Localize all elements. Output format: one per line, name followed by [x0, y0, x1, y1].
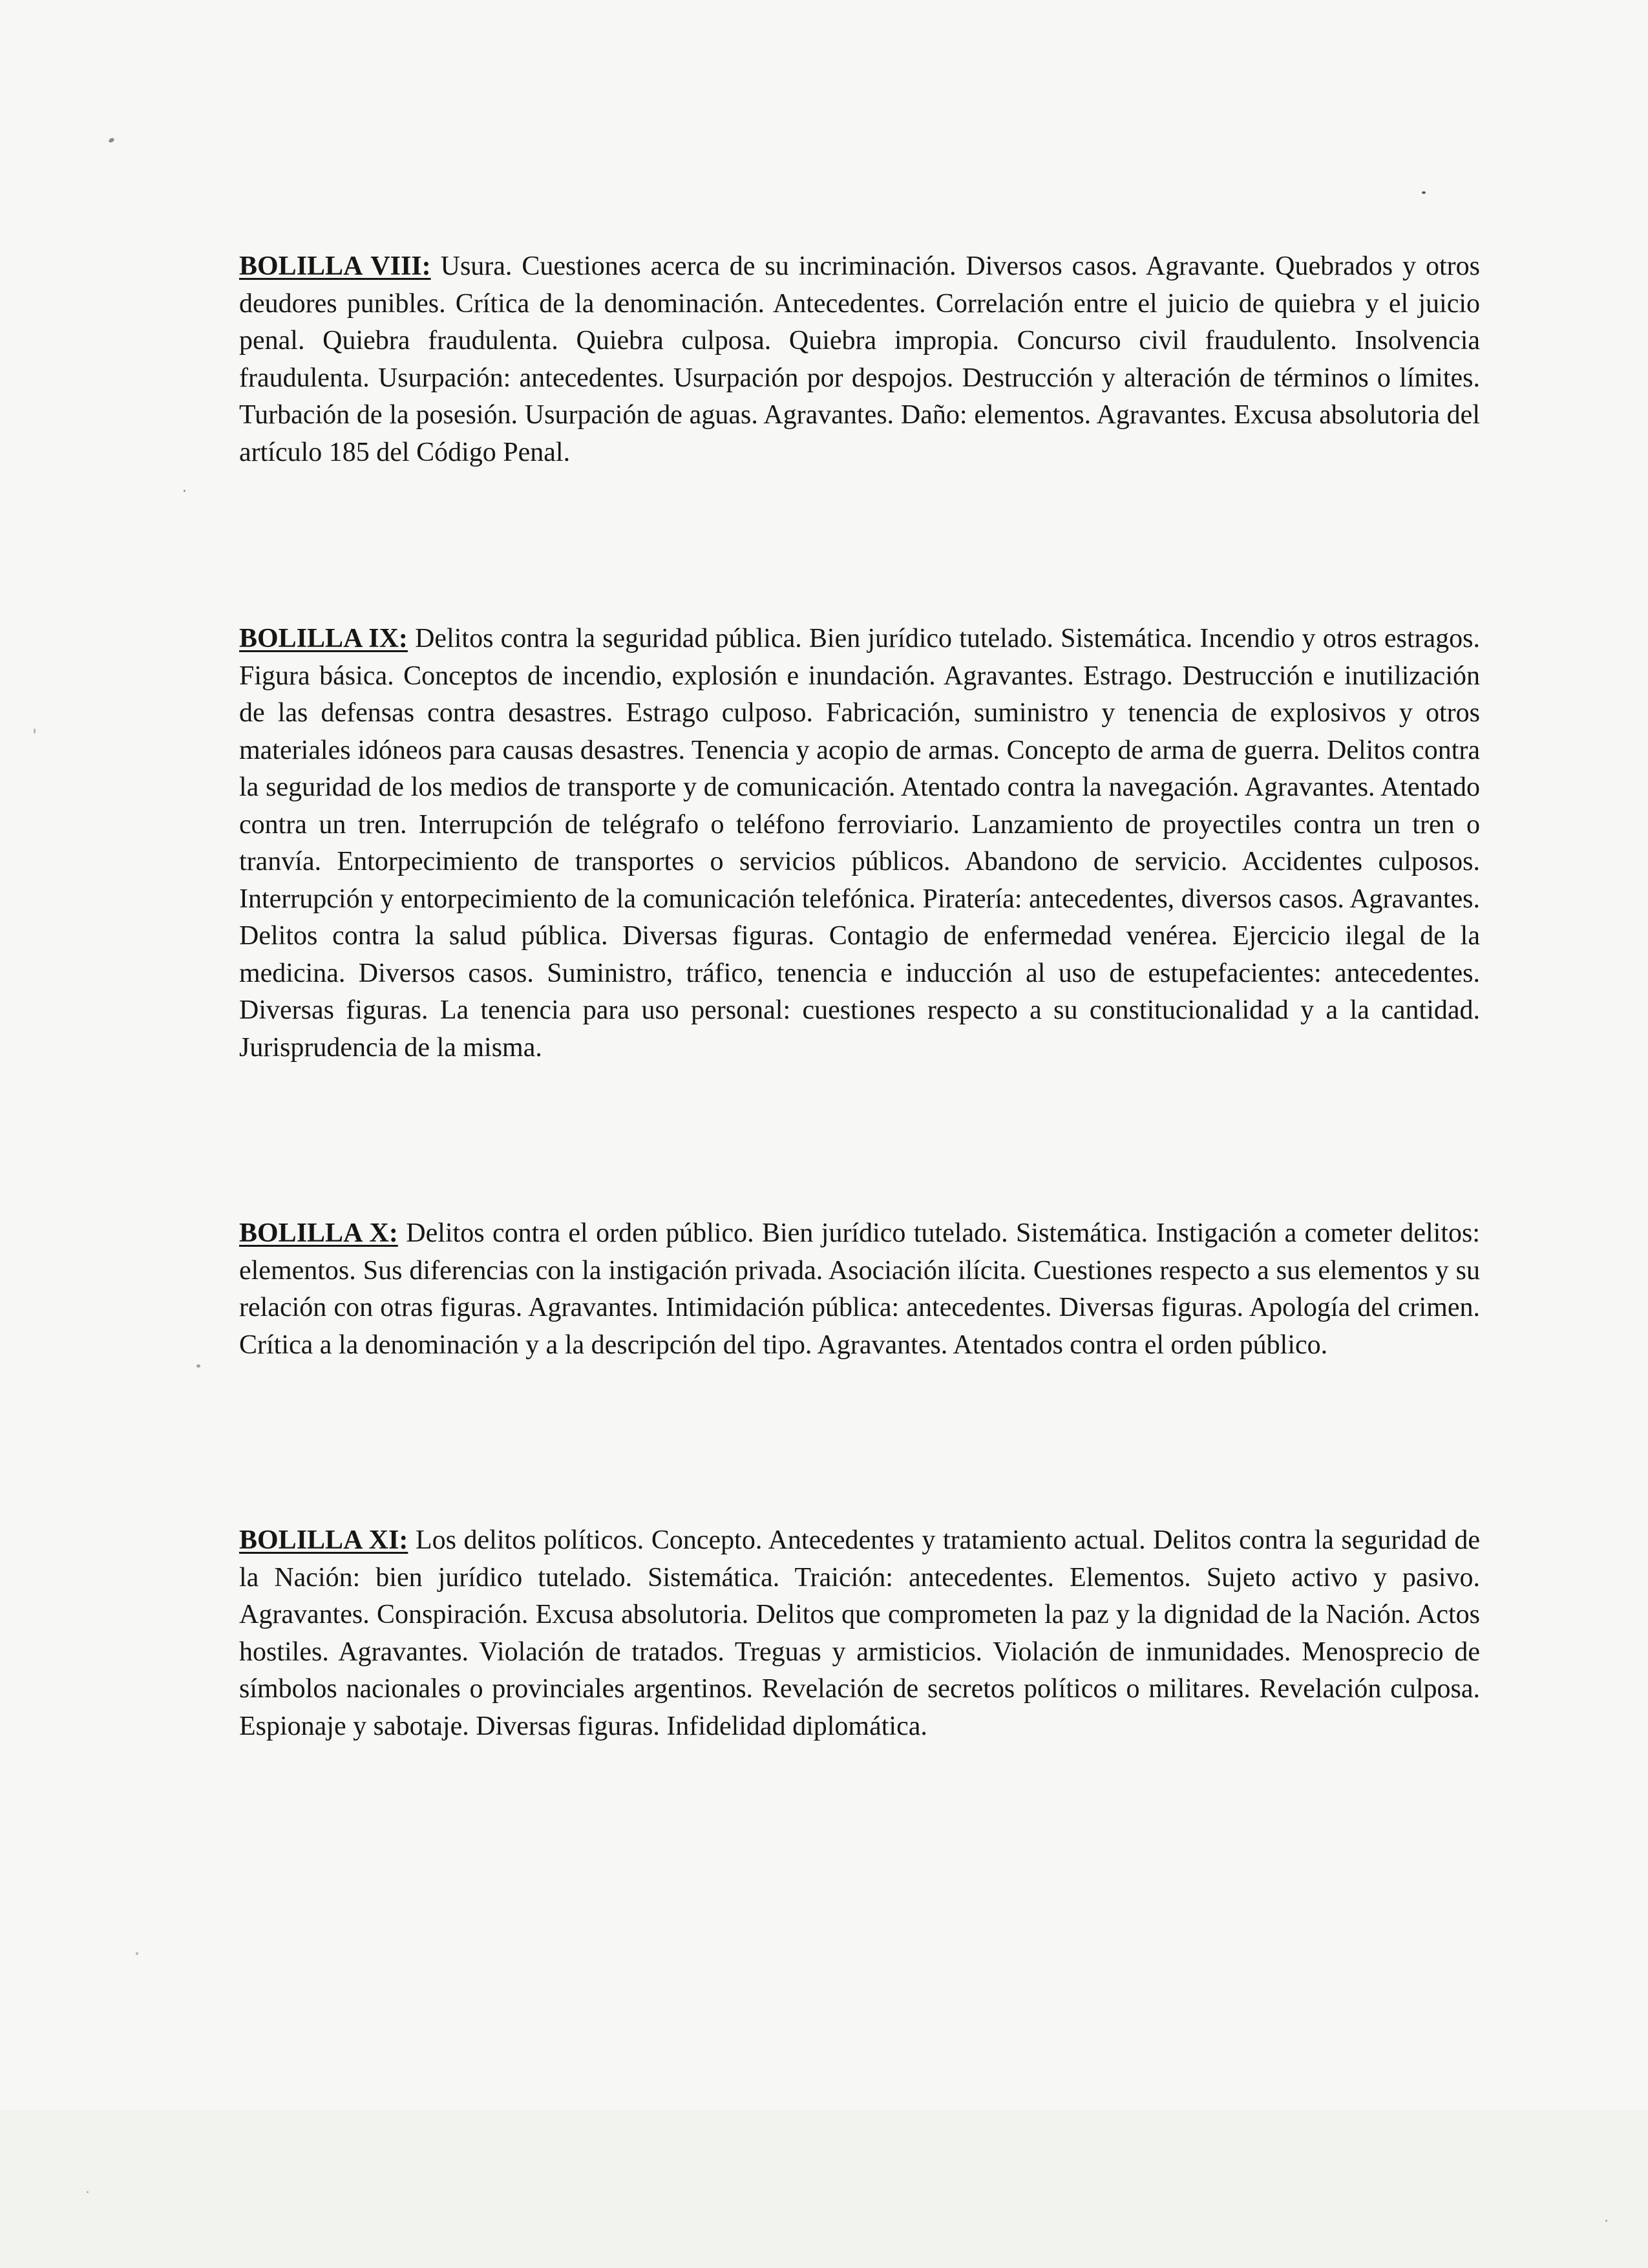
section-body: Delitos contra la seguridad pública. Bien jurídico tutelado. Sistemática. Incendio y otros estragos. Figura básica. Conceptos de incendio, explosión e inundación. Agravantes. Estrago. Destrucción e inutilización de las defensas contra desastres. Estrago culposo. Fabricación, suministro y tenencia de explosivos y otros materiales idóneos para causas desastres. Tenencia y acopio de armas. Concepto de arma de guerra. Delitos contra la seguridad de los medios de transporte y de comunicación. Atentado contra la navegación. Agravantes. Atentado contra un tren. Interrupción de telégrafo o teléfono ferroviario. Lanzamiento de proyectiles contra un tren o tranvía. Entorpecimiento de transportes o servicios públicos. Abandono de servicio. Accidentes culposos. Interrupción y entorpecimiento de la comunicación telefónica. Piratería: antecedentes, diversos casos. Agravantes. Delitos contra la salud pública. Diversas figuras. Contagio de enfermedad venérea. Ejercicio ilegal de la medicina. Diversos casos. Suministro, tráfico, tenencia e inducción al uso de estupefacientes: antecedentes. Diversas figuras. La tenencia para uso personal: cuestiones respecto a su constitucionalidad y a la cantidad. Jurisprudencia de la misma. [239, 624, 1480, 1063]
section-bolilla-xi [239, 1522, 1480, 1745]
section-heading: BOLILLA XI: [239, 1525, 408, 1555]
scan-speck [87, 2191, 89, 2193]
section-body: Usura. Cuestiones acerca de su incriminación. Diversos casos. Agravante. Quebrados y otros deudores punibles. Crítica de la denominación. Antecedentes. Correlación entre el juicio de quiebra y el juicio penal. Quiebra fraudulenta. Quiebra culposa. Quiebra impropia. Concurso civil fraudulento. Insolvencia fraudulenta. Usurpación: antecedentes. Usurpación por despojos. Destrucción y alteración de términos o límites. Turbación de la posesión. Usurpación de aguas. Agravantes. Daño: elementos. Agravantes. Excusa absolutoria del artículo 185 del Código Penal. [239, 251, 1481, 467]
section-body: Los delitos políticos. Concepto. Antecedentes y tratamiento actual. Delitos contra la seguridad de la Nación: bien jurídico tutelado. Sistemática. Traición: antecedentes. Elementos. Sujeto activo y pasivo. Agravantes. Conspiración. Excusa absolutoria. Delitos que comprometen la paz y la dignidad de la Nación. Actos hostiles. Agravantes. Violación de tratados. Treguas y armisticios. Violación de inmunidades. Menosprecio de símbolos nacionales o provinciales argentinos. Revelación de secretos políticos o militares. Revelación culposa. Espionaje y sabotaje. Diversas figuras. Infidelidad diplomática. [239, 1525, 1481, 1741]
section-heading: BOLILLA VIII: [239, 251, 431, 281]
scan-speck [1422, 191, 1426, 194]
scan-speck [108, 137, 115, 143]
scan-speck [34, 728, 36, 734]
section-heading: BOLILLA IX: [239, 624, 408, 653]
section-bolilla-viii [239, 248, 1480, 471]
section-heading: BOLILLA X: [239, 1218, 398, 1248]
section-bolilla-ix [239, 620, 1480, 1066]
scan-speck [196, 1364, 200, 1368]
scan-bottom-edge [0, 2110, 1648, 2268]
scan-speck [1605, 2220, 1607, 2222]
section-body: Delitos contra el orden público. Bien jurídico tutelado. Sistemática. Instigación a cometer delitos: elementos. Sus diferencias con la instigación privada. Asociación ilícita. Cuestiones respecto a sus elementos y su relación con otras figuras. Agravantes. Intimidación pública: antecedentes. Diversas figuras. Apología del crimen. Crítica a la denominación y a la descripción del tipo. Agravantes. Atentados contra el orden público. [239, 1218, 1481, 1360]
scan-speck [184, 490, 185, 492]
scan-speck [136, 1952, 138, 1955]
section-bolilla-x [239, 1215, 1480, 1364]
